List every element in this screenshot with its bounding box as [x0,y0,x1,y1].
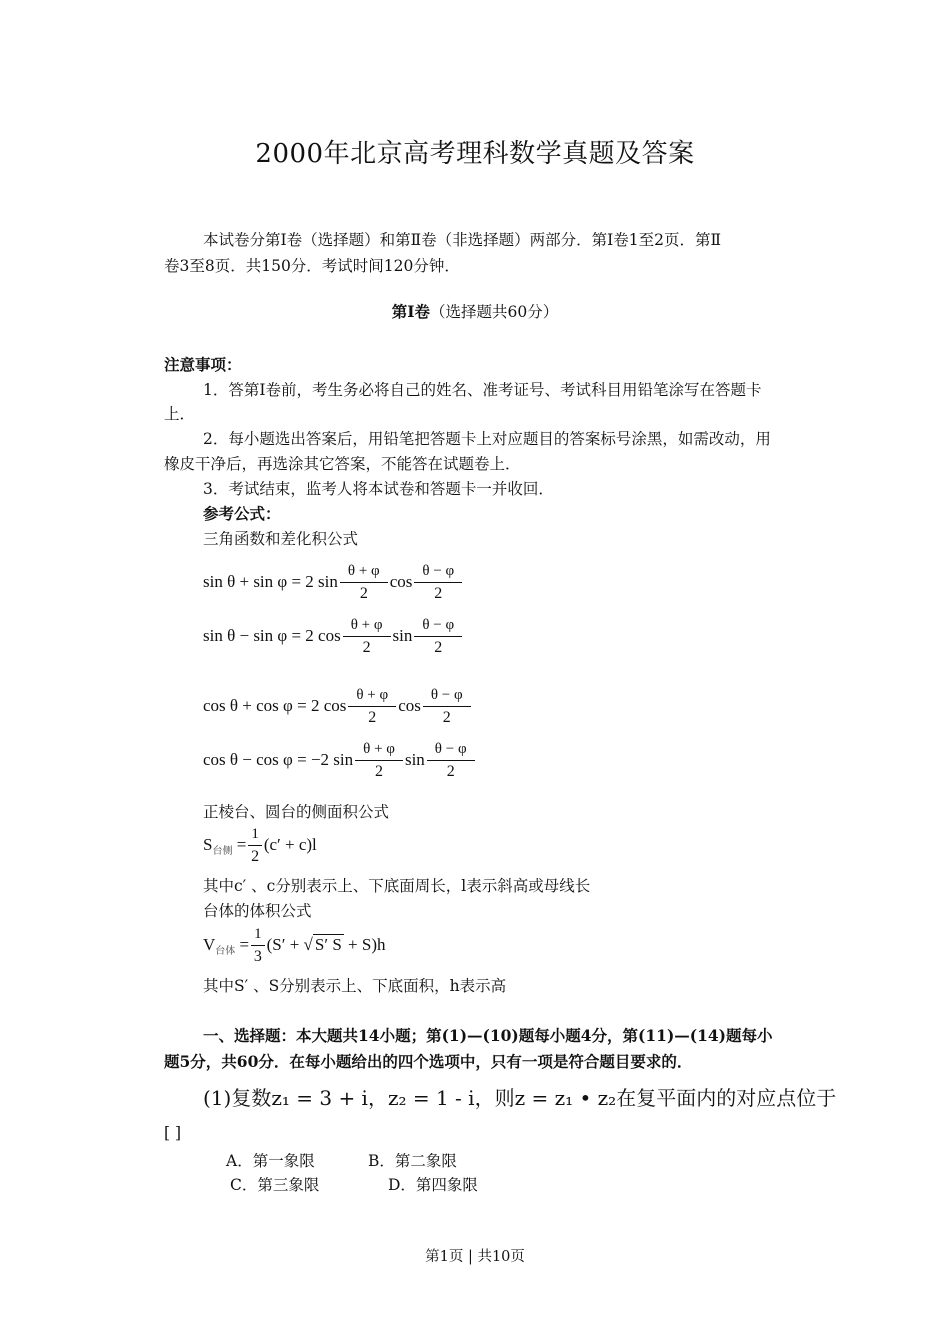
question-1-stem: (1)复数z₁ = 3 + i，z₂ = 1 - i，则z = z₁ • z₂在复平面内的对应点位于 [203,1086,837,1110]
numerator: 1 [248,826,262,846]
fraction [414,563,462,603]
section-heading-rest: （选择题共60分） [430,303,559,321]
formula-pre: (S′ + [266,934,300,954]
formula-mid: cos [398,695,421,715]
trig-formulas-title: 三角函数和差化积公式 [203,530,359,548]
numerator: θ − φ [427,741,475,761]
formula-mid: sin [404,749,425,769]
frustum-area-title: 正棱台、圆台的侧面积公式 [203,803,390,821]
denominator: 2 [375,763,384,780]
formula-post: + S)h [348,934,386,954]
numerator: θ + φ [343,617,391,637]
denominator: 2 [434,639,443,656]
note-1-line-1: 1．答第Ⅰ卷前，考生务必将自己的姓名、准考证号、考试科目用铅笔涂写在答题卡 [203,381,762,399]
formula-lhs: sin θ − sin φ = 2 cos [203,625,341,645]
numerator: θ − φ [414,617,462,637]
note-1-line-2: 上． [164,405,196,423]
option-b: B．第二象限 [368,1152,457,1170]
intro-line-2: 卷3至8页．共150分．考试时间120分钟． [164,257,460,275]
radicand: S′ S [314,934,342,954]
option-a: A．第一象限 [226,1152,315,1170]
note-3: 3．考试结束，监考人将本试卷和答题卡一并收回． [203,480,554,498]
fraction [348,687,396,727]
denominator: 2 [446,763,455,780]
formula-frustum-volume [203,926,385,966]
document-title: 2000年北京高考理科数学真题及答案 [255,139,695,169]
formula-symbol: V [203,934,216,954]
numerator: θ + φ [355,741,403,761]
lateral-area-note: 其中c′ 、c分别表示上、下底面周长，l表示斜高或母线长 [203,877,591,895]
fraction [355,741,403,781]
sqrt-sign-icon: √ [303,934,313,954]
formula-subscript: 台侧 [212,845,233,857]
numerator: 1 [251,926,265,946]
formula-mid: sin [392,625,413,645]
page-footer: 第1页 | 共10页 [425,1249,525,1265]
fraction [423,687,471,727]
formula-sum-to-product-4 [203,741,477,781]
intro-line-1: 本试卷分第Ⅰ卷（选择题）和第Ⅱ卷（非选择题）两部分．第Ⅰ卷1至2页．第Ⅱ [203,231,722,249]
formula-lateral-area [203,826,317,866]
numerator: θ + φ [340,563,388,583]
denominator: 2 [442,709,451,726]
formula-mid: cos [389,571,413,591]
option-d: D．第四象限 [388,1176,478,1194]
fraction [340,563,388,603]
note-2-line-1: 2．每小题选出答案后，用铅笔把答题卡上对应题目的答案标号涂黑，如需改动，用 [203,430,771,448]
fraction [343,617,391,657]
denominator: 2 [362,639,371,656]
part1-instructions-line-2: 题5分，共60分．在每小题给出的四个选项中，只有一项是符合题目要求的． [164,1052,693,1071]
formulas-heading: 参考公式： [203,504,281,523]
formula-lhs: cos θ + cos φ = 2 cos [203,695,347,715]
equals-sign: = [236,834,247,854]
fraction [427,741,475,781]
formula-rest: (c′ + c)l [263,834,317,854]
numerator: θ − φ [423,687,471,707]
equals-sign: = [239,934,250,954]
section-heading-bold: 第Ⅰ卷 [391,302,431,321]
fraction [248,826,262,866]
formula-sum-to-product-1 [203,563,464,603]
notes-heading: 注意事项： [164,355,242,374]
fraction [414,617,462,657]
numerator: θ + φ [348,687,396,707]
formula-symbol: S [203,834,213,854]
formula-sum-to-product-2 [203,617,464,657]
formula-lhs: sin θ + sin φ = 2 sin [203,571,338,591]
formula-lhs: cos θ − cos φ = −2 sin [203,749,354,769]
denominator: 2 [368,709,377,726]
denominator: 3 [253,948,262,965]
denominator: 2 [251,848,260,865]
part1-instructions-line-1: 一、选择题：本大题共14小题；第(1)—(10)题每小题4分，第(11)—(14)题每小 [203,1026,773,1045]
fraction [251,926,265,966]
section-heading [0,300,950,322]
option-c: C．第三象限 [230,1176,320,1194]
volume-formula-title: 台体的体积公式 [203,902,312,920]
formula-subscript: 台体 [215,945,236,957]
numerator: θ − φ [414,563,462,583]
denominator: 2 [359,585,368,602]
denominator: 2 [434,585,443,602]
answer-bracket: [ ] [164,1124,182,1142]
formula-sum-to-product-3 [203,687,473,727]
volume-note: 其中S′ 、S分别表示上、下底面积，h表示高 [203,977,507,995]
note-2-line-2: 橡皮干净后，再选涂其它答案，不能答在试题卷上． [164,455,521,473]
